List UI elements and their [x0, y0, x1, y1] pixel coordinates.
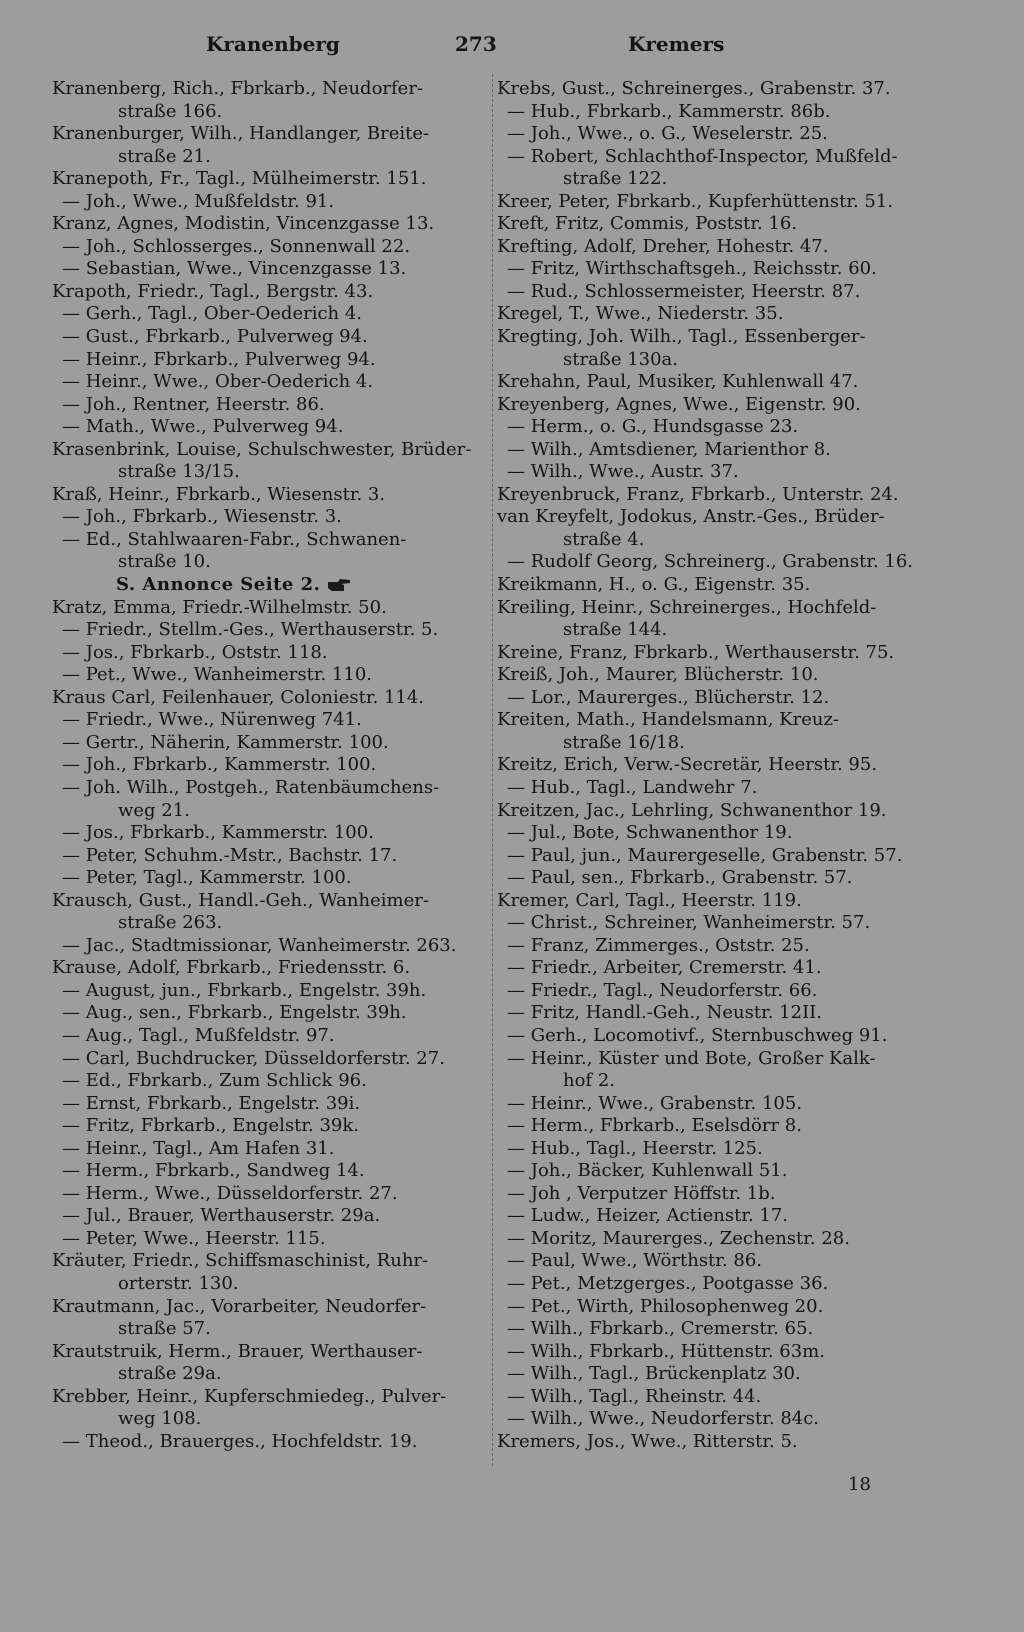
directory-entry-line: — Aug., Tagl., Mußfeldstr. 97.: [62, 1024, 335, 1046]
directory-entry-line: — Math., Wwe., Pulverweg 94.: [62, 416, 344, 438]
directory-entry-line: — Wilh., Fbrkarb., Cremerstr. 65.: [507, 1318, 814, 1340]
directory-entry-line: — Peter, Schuhm.-Mstr., Bachstr. 17.: [62, 844, 398, 866]
directory-entry-line: Krause, Adolf, Fbrkarb., Friedensstr. 6.: [52, 957, 411, 979]
directory-entry-line: — Jos., Fbrkarb., Oststr. 118.: [62, 641, 328, 663]
directory-entry-line: — Gust., Fbrkarb., Pulverweg 94.: [62, 326, 368, 348]
signature-number: 18: [848, 1474, 871, 1495]
directory-entry-line: — Hub., Tagl., Landwehr 7.: [507, 776, 758, 798]
directory-entry-line: Kraß, Heinr., Fbrkarb., Wiesenstr. 3.: [52, 483, 386, 505]
directory-entry-line: weg 21.: [118, 799, 190, 821]
directory-entry-line: — Aug., sen., Fbrkarb., Engelstr. 39h.: [62, 1002, 407, 1024]
directory-entry-line: Kreft, Fritz, Commis, Poststr. 16.: [497, 213, 798, 235]
directory-entry-line: straße 10.: [118, 551, 211, 573]
directory-entry-line: — Wilh., Wwe., Neudorferstr. 84c.: [507, 1408, 820, 1430]
directory-entry-line: Kratz, Emma, Friedr.-Wilhelmstr. 50.: [52, 596, 387, 618]
directory-entry-line: — Paul, sen., Fbrkarb., Grabenstr. 57.: [507, 867, 853, 889]
directory-entry-line: — Ludw., Heizer, Actienstr. 17.: [507, 1205, 789, 1227]
directory-entry-line: — Gerh., Locomotivf., Sternbuschweg 91.: [507, 1024, 888, 1046]
directory-entry-line: Kreitz, Erich, Verw.-Secretär, Heerstr. 95.: [497, 754, 878, 776]
directory-entry-line: weg 108.: [118, 1408, 202, 1430]
directory-entry-line: — Pet., Metzgerges., Pootgasse 36.: [507, 1272, 829, 1294]
directory-entry-line: — Rudolf Georg, Schreinerg., Grabenstr. 16.: [507, 551, 914, 573]
directory-entry-line: Kräuter, Friedr., Schiffsmaschinist, Ruhr-: [52, 1250, 429, 1272]
directory-entry-line: straße 166.: [118, 100, 223, 122]
directory-entry-line: van Kreyfelt, Jodokus, Anstr.-Ges., Brüder-: [497, 506, 885, 528]
directory-entry-line: — Wilh., Fbrkarb., Hüttenstr. 63m.: [507, 1340, 825, 1362]
directory-entry-line: — Christ., Schreiner, Wanheimerstr. 57.: [507, 912, 871, 934]
directory-entry-line: — Heinr., Wwe., Ober-Oederich 4.: [62, 371, 374, 393]
directory-entry-line: straße 130a.: [563, 348, 679, 370]
directory-entry-line: — Joh., Wwe., Mußfeldstr. 91.: [62, 190, 335, 212]
directory-entry-line: — Friedr., Arbeiter, Cremerstr. 41.: [507, 957, 822, 979]
directory-entry-line: — Joh , Verputzer Höffstr. 1b.: [507, 1182, 776, 1204]
directory-entry-line: — Gerh., Tagl., Ober-Oederich 4.: [62, 303, 363, 325]
directory-entry-line: Kreitzen, Jac., Lehrling, Schwanenthor 19.: [497, 799, 887, 821]
directory-entry-line: — Ed., Stahlwaaren-Fabr., Schwanen-: [62, 528, 407, 550]
directory-entry-line: — Sebastian, Wwe., Vincenzgasse 13.: [62, 258, 407, 280]
directory-entry-line: — Heinr., Wwe., Grabenstr. 105.: [507, 1092, 803, 1114]
left-column: [52, 78, 472, 1453]
directory-entry-line: — Peter, Tagl., Kammerstr. 100.: [62, 867, 352, 889]
running-head-right: Kremers: [628, 32, 725, 56]
directory-entry-line: — Friedr., Wwe., Nürenweg 741.: [62, 709, 362, 731]
directory-entry-line: Kregel, T., Wwe., Niederstr. 35.: [497, 303, 784, 325]
directory-entry-line: — Joh., Fbrkarb., Wiesenstr. 3.: [62, 506, 342, 528]
directory-entry-line: — Peter, Wwe., Heerstr. 115.: [62, 1227, 326, 1249]
directory-entry-line: — Fritz, Wirthschaftsgeh., Reichsstr. 60.: [507, 258, 877, 280]
directory-entry-line: straße 144.: [563, 619, 668, 641]
directory-entry-line: orterstr. 130.: [118, 1272, 239, 1294]
directory-entry-line: Kreikmann, H., o. G., Eigenstr. 35.: [497, 574, 811, 596]
directory-entry-line: — Paul, Wwe., Wörthstr. 86.: [507, 1250, 762, 1272]
directory-entry-line: — Gertr., Näherin, Kammerstr. 100.: [62, 731, 389, 753]
directory-entry-line: — Ed., Fbrkarb., Zum Schlick 96.: [62, 1070, 367, 1092]
directory-entry-line: — Joh. Wilh., Postgeh., Ratenbäumchens-: [62, 776, 440, 798]
directory-entry-line: straße 13/15.: [118, 461, 240, 483]
directory-entry-line: hof 2.: [563, 1070, 615, 1092]
directory-entry-line: straße 263.: [118, 912, 223, 934]
directory-entry-line: — Rud., Schlossermeister, Heerstr. 87.: [507, 280, 861, 302]
directory-entry-line: Kremer, Carl, Tagl., Heerstr. 119.: [497, 889, 802, 911]
directory-entry-line: Kranenberg, Rich., Fbrkarb., Neudorfer-: [52, 78, 424, 99]
right-column: [497, 78, 923, 1453]
directory-entry-line: Krasenbrink, Louise, Schulschwester, Brüder-: [52, 438, 472, 460]
directory-entry-line: S. Annonce Seite 2.: [52, 574, 472, 597]
directory-entry-line: Kreyenberg, Agnes, Wwe., Eigenstr. 90.: [497, 393, 861, 415]
directory-entry-line: — Herm., o. G., Hundsgasse 23.: [507, 416, 799, 438]
directory-entry-line: — Wilh., Amtsdiener, Marienthor 8.: [507, 438, 831, 460]
directory-entry-line: — Paul, jun., Maurergeselle, Grabenstr. 57.: [507, 844, 903, 866]
directory-entry-line: — Wilh., Tagl., Rheinstr. 44.: [507, 1385, 762, 1407]
directory-entry-line: — Joh., Rentner, Heerstr. 86.: [62, 393, 325, 415]
directory-entry-line: Kranepoth, Fr., Tagl., Mülheimerstr. 151.: [52, 168, 427, 190]
pointing-hand-icon: [326, 578, 352, 592]
directory-entry-line: Kreyenbruck, Franz, Fbrkarb., Unterstr. 24.: [497, 483, 899, 505]
directory-entry-line: Kremers, Jos., Wwe., Ritterstr. 5.: [497, 1430, 798, 1452]
directory-entry-line: — Lor., Maurerges., Blücherstr. 12.: [507, 686, 830, 708]
directory-entry-line: Krefting, Adolf, Dreher, Hohestr. 47.: [497, 235, 829, 257]
directory-entry-line: Kraus Carl, Feilenhauer, Coloniestr. 114.: [52, 686, 425, 708]
directory-entry-line: — Herm., Fbrkarb., Sandweg 14.: [62, 1160, 365, 1182]
directory-entry-line: — Pet., Wwe., Wanheimerstr. 110.: [62, 664, 373, 686]
directory-entry-line: Kregting, Joh. Wilh., Tagl., Essenberger-: [497, 326, 866, 348]
directory-entry-line: — Ernst, Fbrkarb., Engelstr. 39i.: [62, 1092, 361, 1114]
directory-entry-line: Krapoth, Friedr., Tagl., Bergstr. 43.: [52, 280, 374, 302]
directory-entry-line: — Moritz, Maurerges., Zechenstr. 28.: [507, 1227, 850, 1249]
directory-entry-line: — Joh., Schlosserges., Sonnenwall 22.: [62, 235, 411, 257]
directory-entry-line: — Heinr., Fbrkarb., Pulverweg 94.: [62, 348, 376, 370]
directory-entry-line: — Friedr., Tagl., Neudorferstr. 66.: [507, 979, 818, 1001]
directory-entry-line: straße 29a.: [118, 1363, 222, 1385]
directory-entry-line: — Hub., Tagl., Heerstr. 125.: [507, 1137, 763, 1159]
column-divider: [492, 74, 493, 1466]
page-number-header: 273: [455, 32, 497, 56]
directory-entry-line: straße 21.: [118, 145, 211, 167]
directory-entry-line: Kreiß, Joh., Maurer, Blücherstr. 10.: [497, 664, 819, 686]
directory-entry-line: — Jos., Fbrkarb., Kammerstr. 100.: [62, 822, 374, 844]
directory-entry-line: — Joh., Wwe., o. G., Weselerstr. 25.: [507, 123, 828, 145]
directory-entry-line: — Wilh., Wwe., Austr. 37.: [507, 461, 739, 483]
directory-entry-line: Kreiling, Heinr., Schreinerges., Hochfeld-: [497, 596, 877, 618]
directory-entry-line: — Herm., Fbrkarb., Eselsdörr 8.: [507, 1115, 802, 1137]
directory-entry-line: — Pet., Wirth, Philosophenweg 20.: [507, 1295, 824, 1317]
directory-entry-line: straße 16/18.: [563, 731, 685, 753]
directory-entry-line: — Jac., Stadtmissionar, Wanheimerstr. 263.: [62, 934, 457, 956]
directory-entry-line: — Heinr., Küster und Bote, Großer Kalk-: [507, 1047, 876, 1069]
directory-entry-line: — August, jun., Fbrkarb., Engelstr. 39h.: [62, 979, 427, 1001]
directory-entry-line: Krebs, Gust., Schreinerges., Grabenstr. 37.: [497, 78, 891, 99]
directory-entry-line: Krausch, Gust., Handl.-Geh., Wanheimer-: [52, 889, 429, 911]
directory-entry-line: Kranz, Agnes, Modistin, Vincenzgasse 13.: [52, 213, 435, 235]
directory-entry-line: — Joh., Bäcker, Kuhlenwall 51.: [507, 1160, 788, 1182]
directory-entry-line: Kreiten, Math., Handelsmann, Kreuz-: [497, 709, 840, 731]
directory-entry-line: — Carl, Buchdrucker, Düsseldorferstr. 27.: [62, 1047, 445, 1069]
directory-entry-line: — Jul., Brauer, Werthauserstr. 29a.: [62, 1205, 381, 1227]
directory-entry-line: — Robert, Schlachthof-Inspector, Mußfeld-: [507, 145, 898, 167]
directory-entry-line: — Joh., Fbrkarb., Kammerstr. 100.: [62, 754, 377, 776]
directory-entry-line: — Jul., Bote, Schwanenthor 19.: [507, 822, 793, 844]
directory-entry-line: Kreine, Franz, Fbrkarb., Werthauserstr. 75.: [497, 641, 895, 663]
directory-entry-line: — Hub., Fbrkarb., Kammerstr. 86b.: [507, 100, 831, 122]
directory-entry-line: Kranenburger, Wilh., Handlanger, Breite-: [52, 123, 430, 145]
directory-entry-line: — Friedr., Stellm.-Ges., Werthauserstr. 5.: [62, 619, 439, 641]
directory-entry-line: Krautstruik, Herm., Brauer, Werthauser-: [52, 1340, 423, 1362]
directory-entry-line: — Heinr., Tagl., Am Hafen 31.: [62, 1137, 335, 1159]
directory-entry-line: Kreer, Peter, Fbrkarb., Kupferhüttenstr. 51.: [497, 190, 894, 212]
directory-entry-line: — Theod., Brauerges., Hochfeldstr. 19.: [62, 1430, 418, 1452]
directory-entry-line: — Herm., Wwe., Düsseldorferstr. 27.: [62, 1182, 398, 1204]
directory-entry-line: — Fritz, Fbrkarb., Engelstr. 39k.: [62, 1115, 360, 1137]
directory-entry-line: straße 122.: [563, 168, 668, 190]
directory-entry-line: Krehahn, Paul, Musiker, Kuhlenwall 47.: [497, 371, 859, 393]
directory-entry-line: — Wilh., Tagl., Brückenplatz 30.: [507, 1363, 801, 1385]
directory-entry-line: Krautmann, Jac., Vorarbeiter, Neudorfer-: [52, 1295, 427, 1317]
running-head-left: Kranenberg: [206, 32, 340, 56]
directory-entry-line: Krebber, Heinr., Kupferschmiedeg., Pulver-: [52, 1385, 447, 1407]
directory-entry-line: — Franz, Zimmerges., Oststr. 25.: [507, 934, 810, 956]
directory-entry-line: straße 57.: [118, 1318, 211, 1340]
directory-entry-line: — Fritz, Handl.-Geh., Neustr. 12II.: [507, 1002, 823, 1024]
directory-entry-line: straße 4.: [563, 528, 645, 550]
